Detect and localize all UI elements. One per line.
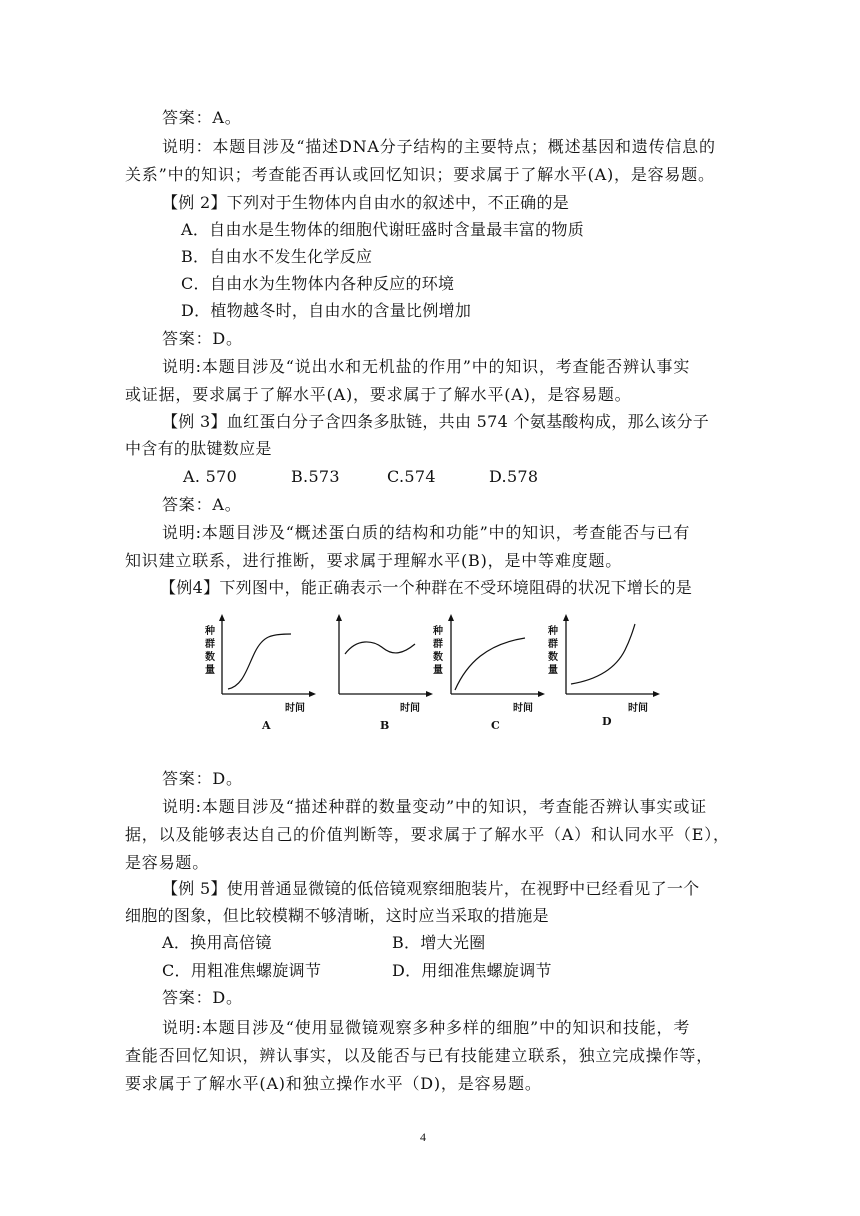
answer-3: 答案：A。 [162,495,242,514]
graph-b-x-arrow [426,691,433,697]
explanation-3-line-1: 说明:本题目涉及“概述蛋白质的结构和功能”中的知识，考查能否与已有 [162,523,691,542]
question-5-line-1: 【例 5】使用普通显微镜的低倍镜观察细胞装片，在视野中已经看见了一个 [162,879,700,898]
graph-a [204,614,316,732]
explanation-5-line-2: 查能否回忆知识，辨认事实，以及能否与已有技能建立联系，独立完成操作等， [125,1046,714,1065]
answer-1: 答案：A。 [162,108,242,127]
question-3-line-2: 中含有的肽键数应是 [125,439,272,458]
graph-d-letter: D [602,715,612,728]
question-2-option-d: D．植物越冬时，自由水的含量比例增加 [181,301,472,320]
graph-b-curve [345,642,415,654]
graph-b [336,614,433,732]
question-2-option-c: C．自由水为生物体内各种反应的环境 [181,274,455,293]
explanation-2-line-1: 说明:本题目涉及“说出水和无机盐的作用”中的知识，考查能否辨认事实 [162,357,691,376]
explanation-4-line-1: 说明:本题目涉及“描述种群的数量变动”中的知识，考查能否辨认事实或证 [162,797,707,816]
graph-a-xlabel: 时间 [285,703,305,714]
explanation-1-line-1: 说明：本题目涉及“描述DNA分子结构的主要特点；概述基因和遗传信息的 [162,137,716,156]
graph-c-ylabel-2: 群 [433,639,443,650]
question-5-option-b: B．增大光圈 [392,933,486,952]
question-5-line-2: 细胞的图象，但比较模糊不够清晰，这时应当采取的措施是 [125,906,549,925]
explanation-2-line-2: 或证据，要求属于了解水平(A)，要求属于了解水平(A)，是容易题。 [125,385,632,404]
explanation-5-line-1: 说明:本题目涉及“使用显微镜观察多种多样的细胞”中的知识和技能，考 [162,1018,691,1037]
question-5-option-d: D．用细准焦螺旋调节 [392,961,552,980]
graph-a-ylabel-1: 种 [205,626,215,637]
graph-a-x-arrow [309,691,316,697]
graph-b-y-arrow [336,614,342,621]
graph-c-ylabel-3: 数 [433,652,443,663]
question-3-option-c: C.574 [387,467,436,486]
graph-c-xlabel: 时间 [513,703,533,714]
explanation-5-line-3: 要求属于了解水平(A)和独立操作水平（D)，是容易题。 [125,1074,542,1093]
graph-d-ylabel-4: 量 [548,665,558,676]
page-number: 4 [420,1130,426,1144]
question-4-stem: 【例4】下列图中，能正确表示一个种群在不受环境阻碍的状况下增长的是 [160,578,693,597]
answer-5: 答案：D。 [162,988,243,1007]
question-3-line-1: 【例 3】血红蛋白分子含四条多肽链，共由 574 个氨基酸构成，那么该分子 [162,412,710,431]
graph-b-letter: B [380,719,390,732]
graph-c-ylabel-1: 种 [433,626,443,637]
graph-a-ylabel-2: 群 [205,639,215,650]
question-3-option-a: A. 570 [183,467,238,486]
explanation-3-line-2: 知识建立联系，进行推断，要求属于理解水平(B)，是中等难度题。 [125,551,623,570]
graph-d-ylabel-2: 群 [548,639,558,650]
graph-a-y-arrow [219,614,225,621]
graph-c-y-arrow [448,614,454,621]
answer-4: 答案：D。 [162,769,243,788]
graph-a-curve [228,634,291,689]
question-2-stem: 【例 2】下列对于生物体内自由水的叙述中，不正确的是 [162,193,570,212]
graph-c-letter: C [491,719,500,732]
graph-a-ylabel-3: 数 [205,652,215,663]
question-2-option-a: A．自由水是生物体的细胞代谢旺盛时含量最丰富的物质 [181,220,585,239]
graph-d-xlabel: 时间 [628,703,648,714]
explanation-1-line-2: 关系”中的知识；考查能否再认或回忆知识；要求属于了解水平(A)，是容易题。 [125,165,715,184]
graph-d-curve [571,624,635,684]
graph-d-ylabel-3: 数 [548,652,558,663]
graph-d [547,614,660,728]
explanation-4-line-2: 据，以及能够表达自己的价值判断等，要求属于了解水平（A）和认同水平（E）， [125,825,730,844]
explanation-4-line-3: 是容易题。 [125,853,210,872]
graph-d-x-arrow [653,691,660,697]
question-3-option-d: D.578 [489,467,539,486]
graph-a-ylabel-4: 量 [205,665,215,676]
graph-d-y-arrow [563,614,569,621]
graph-c-x-arrow [538,691,545,697]
growth-curves-figure [195,608,665,733]
growth-curve-graphs [195,608,665,733]
question-5-option-a: A．换用高倍镜 [162,933,272,952]
question-2-option-b: B．自由水不发生化学反应 [181,247,373,266]
question-3-option-b: B.573 [291,467,340,486]
graph-c [432,614,545,732]
graph-a-letter: A [262,719,271,732]
graph-b-xlabel: 时间 [400,703,420,714]
answer-2: 答案：D。 [162,329,243,348]
graph-d-ylabel-1: 种 [548,626,558,637]
question-5-option-c: C．用粗准焦螺旋调节 [162,961,322,980]
graph-c-curve [455,638,525,690]
graph-c-ylabel-4: 量 [433,665,443,676]
